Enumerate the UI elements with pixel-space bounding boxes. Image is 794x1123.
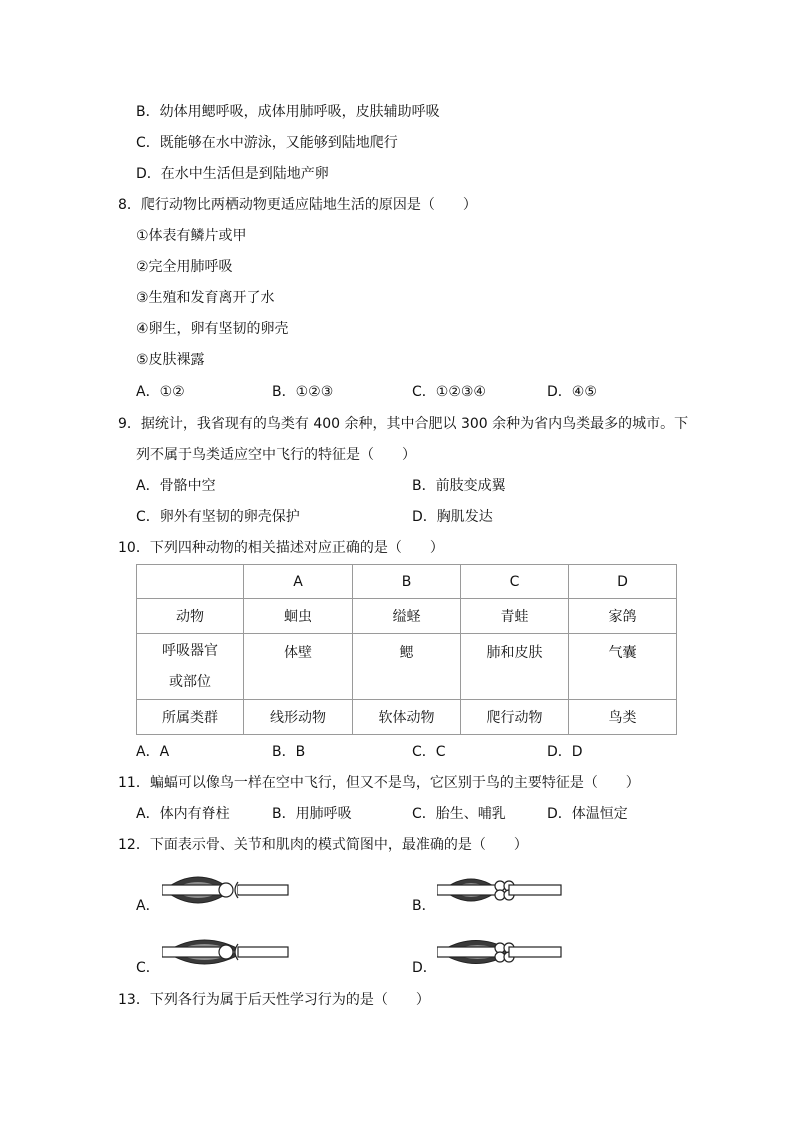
q10-option-a: A．A [136, 744, 170, 760]
q12-option-b: B． [412, 898, 436, 914]
q12-option-c: C． [136, 960, 160, 976]
q9-option-b: B．前肢变成翼 [412, 478, 506, 494]
table-cell: 鸟类 [569, 700, 677, 735]
q9-option-a: A．骨骼中空 [136, 478, 216, 494]
bone-joint-diagram-d [437, 930, 563, 976]
table-row [137, 634, 677, 700]
table-cell: 鳃 [353, 634, 461, 700]
q7-option-d: D．在水中生活但是到陆地产卵 [136, 166, 329, 182]
q9-stem-line1: 9．据统计，我省现有的鸟类有 400 余种，其中合肥以 300 余种为省内鸟类最多的城市。下 [118, 416, 689, 432]
q12-stem: 12．下面表示骨、关节和肌肉的模式简图中，最准确的是（ ） [118, 837, 528, 853]
q7-option-b: B．幼体用鳃呼吸，成体用肺呼吸，皮肤辅助呼吸 [136, 104, 440, 120]
table-cell: 体壁 [244, 634, 353, 700]
q7-option-c: C．既能够在水中游泳，又能够到陆地爬行 [136, 135, 398, 151]
q12-option-d: D． [412, 960, 437, 976]
q8-stem: 8．爬行动物比两栖动物更适应陆地生活的原因是（ ） [118, 197, 477, 213]
q11-option-c: C．胎生、哺乳 [412, 806, 506, 822]
table-cell: 缢蛏 [353, 599, 461, 634]
q11-stem: 11．蝙蝠可以像鸟一样在空中飞行，但又不是鸟，它区别于鸟的主要特征是（ ） [118, 775, 640, 791]
q10-option-b: B．B [272, 744, 306, 760]
bone-joint-diagram-b [437, 868, 563, 914]
q10-option-c: C．C [412, 744, 446, 760]
q9-option-c: C．卵外有坚韧的卵壳保护 [136, 509, 300, 525]
q10-table [136, 564, 677, 735]
table-header-cell: C [461, 565, 569, 599]
table-cell: 肺和皮肤 [461, 634, 569, 700]
q10-stem: 10．下列四种动物的相关描述对应正确的是（ ） [118, 540, 444, 556]
q12-option-a: A． [136, 898, 160, 914]
q8-item-3: ③生殖和发育离开了水 [136, 290, 275, 306]
table-cell: 动物 [137, 599, 244, 634]
table-cell: 线形动物 [244, 700, 353, 735]
q11-option-b: B．用肺呼吸 [272, 806, 352, 822]
table-row [137, 599, 677, 634]
table-header-cell [137, 565, 244, 599]
table-cell: 蛔虫 [244, 599, 353, 634]
table-cell: 青蛙 [461, 599, 569, 634]
q10-option-d: D．D [547, 744, 583, 760]
q8-item-5: ⑤皮肤裸露 [136, 352, 205, 368]
q8-option-b: B．①②③ [272, 384, 334, 400]
q8-option-a: A．①② [136, 384, 185, 400]
table-row [137, 700, 677, 735]
q8-item-2: ②完全用肺呼吸 [136, 259, 233, 275]
q8-option-d: D．④⑤ [547, 384, 597, 400]
q8-option-c: C．①②③④ [412, 384, 486, 400]
bone-joint-diagram-a [162, 868, 290, 914]
table-cell: 所属类群 [137, 700, 244, 735]
table-header-cell: B [353, 565, 461, 599]
q11-option-a: A．体内有脊柱 [136, 806, 230, 822]
table-cell: 爬行动物 [461, 700, 569, 735]
q13-stem: 13．下列各行为属于后天性学习行为的是（ ） [118, 992, 430, 1008]
table-cell: 气囊 [569, 634, 677, 700]
table-header-cell: D [569, 565, 677, 599]
table-cell: 家鸽 [569, 599, 677, 634]
q9-stem-line2: 列不属于鸟类适应空中飞行的特征是（ ） [136, 447, 416, 463]
table-cell: 软体动物 [353, 700, 461, 735]
q11-option-d: D．体温恒定 [547, 806, 628, 822]
table-header-cell: A [244, 565, 353, 599]
table-header-row [137, 565, 677, 599]
q8-item-1: ①体表有鳞片或甲 [136, 228, 247, 244]
table-cell: 呼吸器官或部位 [137, 634, 244, 700]
bone-joint-diagram-c [162, 930, 290, 976]
q8-item-4: ④卵生，卵有坚韧的卵壳 [136, 321, 289, 337]
q9-option-d: D．胸肌发达 [412, 509, 493, 525]
